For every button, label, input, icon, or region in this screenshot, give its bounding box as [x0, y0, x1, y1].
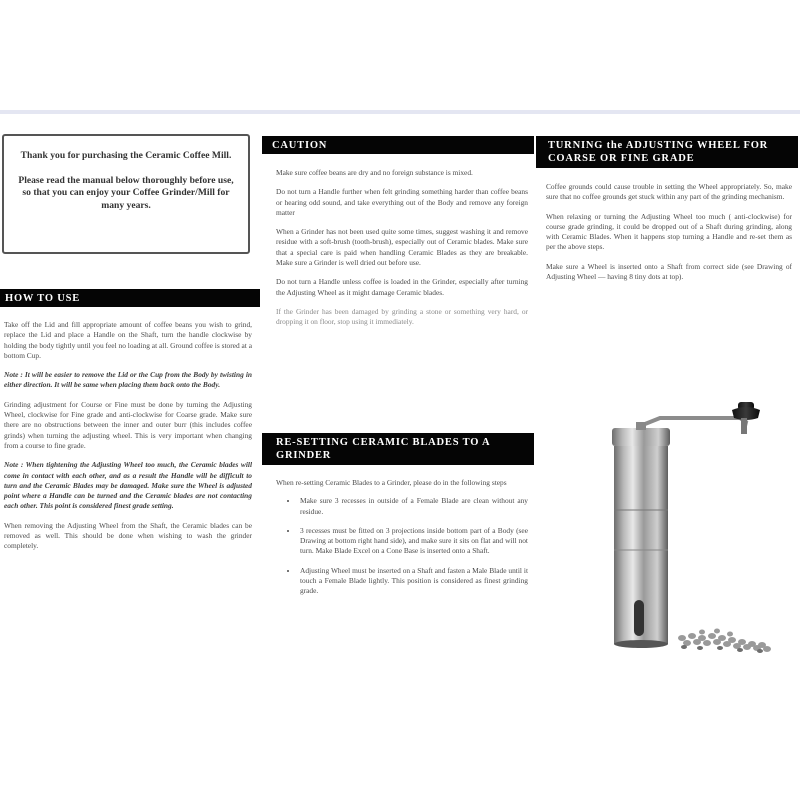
- caution-paragraph: Do not turn a Handle further when felt grinding something harder than coffee beans or hearing odd sound, and take everything out of the Body and remove any foreign matter: [276, 187, 528, 217]
- caution-paragraph: Make sure coffee beans are dry and no foreign substance is mixed.: [276, 168, 473, 177]
- caution-paragraph: Do not turn a Handle unless coffee is loaded in the Grinder, especially after turning the Adjusting Wheel as it might damage Ceramic blades.: [276, 277, 528, 297]
- coffee-grinder-image: [600, 400, 790, 660]
- intro-thanks: Thank you for purchasing the Ceramic Coffee Mill.: [20, 150, 232, 161]
- caution-paragraph: When a Grinder has not been used quite some times, suggest washing it and remove residue with a soft-brush (tooth-brush), especially out of Ceramic blades. Make sure that a special care is paid when handling Ceramic Blades as they are breakable. Make sure a Grinder is well dried out before use.: [276, 227, 528, 268]
- resetting-step: • 3 recesses must be fitted on 3 projections inside bottom part of a Body (see Drawing at bottom right hand side), and make sure it sits on flat and will not turn. Make Blade Excel on a Cone Base is inserted onto a Shaft.: [298, 526, 528, 557]
- caution-paragraph: If the Grinder has been damaged by grinding a stone or something very hard, or dropping it on floor, stop using it immediately.: [276, 306, 528, 327]
- turning-body: [546, 182, 792, 291]
- how-to-use-body: [4, 320, 252, 561]
- intro-box: [2, 134, 250, 254]
- how-to-use-paragraph: Take off the Lid and fill appropriate amount of coffee beans you wish to grind, replace the Lid and place a Handle on the Shaft, turn the handle clockwise by holding the body tightly until you feel no loading at all. Ground coffee is stored at a bottom Cup.: [4, 320, 252, 360]
- how-to-use-paragraph: When removing the Adjusting Wheel from the Shaft, the Ceramic blades can be removed as well. This should be done when wishing to wash the grinder completely.: [4, 520, 252, 551]
- resetting-steps-list: [276, 496, 528, 596]
- section-header-resetting-blades: RE-SETTING CERAMIC BLADES TO A GRINDER: [262, 433, 534, 465]
- section-header-how-to-use: HOW TO USE: [0, 289, 260, 307]
- how-to-use-note: Note : When tightening the Adjusting Wheel too much, the Ceramic blades will come in contact with each other, and as a result the Handle will be difficult to turn and the Ceramic Blades may be damaged. Make sure the Wheel is adjusted point where a Handle can be turned and the Ceramic blades are not contacting each other. This point is considered finest grade setting.: [4, 460, 252, 511]
- section-header-caution: CAUTION: [262, 136, 534, 154]
- intro-read-manual: Please read the manual below thoroughly before use, so that you can enjoy your Coffee Grinder/Mill for many years.: [18, 174, 234, 211]
- resetting-body: [276, 478, 528, 606]
- caution-body: [276, 168, 528, 337]
- resetting-intro: When re-setting Ceramic Blades to a Grinder, please do in the following steps: [276, 478, 507, 487]
- section-header-turning-wheel: TURNING the ADJUSTING WHEEL FOR COARSE OR FINE GRADE: [536, 136, 798, 168]
- how-to-use-note: Note : It will be easier to remove the Lid or the Cup from the Body by twisting in either direction. It will be same when placing them back onto the Body.: [4, 370, 252, 390]
- turning-paragraph: Coffee grounds could cause trouble in setting the Wheel appropriately. So, make sure that no coffee grounds get stuck within any part of the grinding mechanism.: [546, 182, 792, 202]
- top-divider: [0, 110, 800, 114]
- turning-paragraph: When relaxing or turning the Adjusting Wheel too much ( anti-clockwise) for course grade grinding, it could be dropped out of a Shaft during grinding, along with Ceramic Blades. When it happens stop turning a Handle and re-set them as per the above steps.: [546, 211, 792, 252]
- resetting-step: • Make sure 3 recesses in outside of a Female Blade are clean without any residue.: [298, 496, 528, 517]
- turning-paragraph: Make sure a Wheel is inserted onto a Shaft from correct side (see Drawing of Adjusting Wheel — having 8 tiny dots at top).: [546, 261, 792, 282]
- how-to-use-paragraph: Grinding adjustment for Course or Fine must be done by turning the Adjusting Wheel, clockwise for Fine grade and anti-clockwise for Coarse grade. Make sure there are no obstructions between the inner and outer burr (this includes coffee grinds) when turning the adjusting wheel. This is very important when changing from a course to fine grade.: [4, 399, 252, 450]
- resetting-step: • Adjusting Wheel must be inserted on a Shaft and fasten a Male Blade until it touch a Female Blade lightly. This position is considered as finest grinding grade.: [298, 566, 528, 597]
